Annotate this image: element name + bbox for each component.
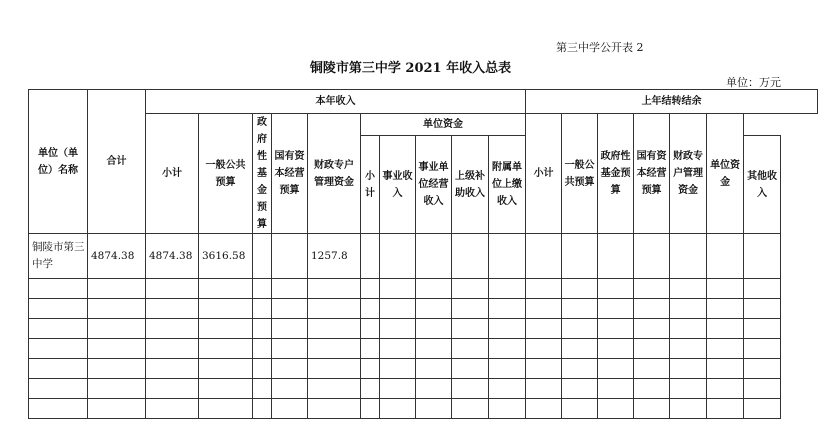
empty-cell — [88, 279, 146, 299]
empty-cell — [526, 359, 562, 379]
empty-cell — [272, 279, 308, 299]
empty-cell — [272, 299, 308, 319]
form-number: 第三中学公开表 2 — [556, 41, 644, 54]
empty-cell — [707, 319, 744, 339]
col-header-uf-superior-subsidy: 上级补助收入 — [452, 136, 489, 234]
empty-cell — [526, 339, 562, 359]
empty-cell — [361, 379, 380, 399]
empty-cell — [88, 379, 146, 399]
cell-cy-general-budget: 3616.58 — [199, 234, 253, 279]
empty-cell — [562, 399, 598, 419]
empty-cell — [380, 339, 416, 359]
empty-cell — [416, 339, 452, 359]
empty-cell — [562, 279, 598, 299]
empty-cell — [489, 399, 526, 419]
empty-cell — [670, 379, 707, 399]
empty-cell — [253, 279, 272, 299]
cell-cy-gov-fund — [253, 234, 272, 279]
empty-cell — [707, 339, 744, 359]
empty-cell — [146, 339, 199, 359]
empty-cell — [199, 339, 253, 359]
empty-cell — [598, 319, 634, 339]
empty-cell — [199, 299, 253, 319]
empty-cell — [744, 399, 781, 419]
empty-cell — [199, 319, 253, 339]
col-header-unit-funds: 单位资金 — [361, 114, 526, 136]
empty-rows — [29, 279, 818, 419]
empty-cell — [562, 319, 598, 339]
empty-cell — [634, 399, 670, 419]
empty-cell — [253, 359, 272, 379]
empty-cell — [146, 279, 199, 299]
empty-cell — [707, 279, 744, 299]
empty-cell — [146, 359, 199, 379]
empty-cell — [88, 359, 146, 379]
empty-cell — [29, 319, 88, 339]
empty-cell — [670, 359, 707, 379]
empty-cell — [272, 359, 308, 379]
empty-cell — [29, 279, 88, 299]
empty-cell — [598, 339, 634, 359]
empty-cell — [416, 399, 452, 419]
empty-cell — [88, 399, 146, 419]
empty-cell — [489, 319, 526, 339]
cell-uf-superior-subsidy — [452, 234, 489, 279]
empty-cell — [744, 279, 781, 299]
empty-cell — [361, 279, 380, 299]
empty-cell — [416, 279, 452, 299]
empty-cell — [361, 359, 380, 379]
empty-cell — [526, 299, 562, 319]
table-row — [29, 379, 818, 399]
empty-cell — [29, 299, 88, 319]
col-header-uf-subtotal: 小计 — [361, 136, 380, 234]
cell-uf-business — [380, 234, 416, 279]
empty-cell — [670, 339, 707, 359]
empty-cell — [489, 359, 526, 379]
empty-cell — [634, 359, 670, 379]
col-header-uf-affiliated: 附属单位上缴收入 — [489, 136, 526, 234]
empty-cell — [29, 359, 88, 379]
table-row — [29, 299, 818, 319]
col-header-pc-subtotal: 小计 — [526, 114, 562, 234]
col-header-pc-state-capital: 国有资本经营预算 — [634, 114, 670, 234]
empty-cell — [670, 299, 707, 319]
col-header-uf-other: 其他收入 — [744, 136, 781, 234]
col-header-current-year: 本年收入 — [146, 90, 526, 114]
empty-cell — [146, 379, 199, 399]
empty-cell — [146, 399, 199, 419]
cell-cy-state-capital — [272, 234, 308, 279]
cell-pc-subtotal — [562, 234, 598, 279]
empty-cell — [562, 299, 598, 319]
empty-cell — [308, 359, 361, 379]
cell-total: 4874.38 — [88, 234, 146, 279]
col-header-cy-subtotal: 小计 — [146, 114, 199, 234]
cell-pc-fiscal-special — [707, 234, 744, 279]
empty-cell — [526, 379, 562, 399]
empty-cell — [272, 379, 308, 399]
empty-cell — [308, 279, 361, 299]
col-header-cy-fiscal-special: 财政专户管理资金 — [308, 114, 361, 234]
cell-uf-operating — [416, 234, 452, 279]
empty-cell — [452, 359, 489, 379]
empty-cell — [29, 379, 88, 399]
empty-cell — [380, 399, 416, 419]
empty-cell — [199, 279, 253, 299]
cell-pc-state-capital — [670, 234, 707, 279]
table-row — [29, 339, 818, 359]
empty-cell — [670, 279, 707, 299]
col-header-pc-general-budget: 一般公共预算 — [562, 114, 598, 234]
empty-cell — [272, 319, 308, 339]
empty-cell — [598, 379, 634, 399]
empty-cell — [707, 359, 744, 379]
empty-cell — [416, 319, 452, 339]
cell-pc-unit-funds — [744, 234, 781, 279]
empty-cell — [744, 359, 781, 379]
empty-cell — [199, 399, 253, 419]
empty-cell — [670, 319, 707, 339]
empty-cell — [199, 379, 253, 399]
empty-cell — [452, 399, 489, 419]
empty-cell — [253, 379, 272, 399]
empty-cell — [308, 399, 361, 419]
cell-cy-subtotal: 4874.38 — [146, 234, 199, 279]
empty-cell — [29, 399, 88, 419]
col-header-cy-state-capital: 国有资本经营预算 — [272, 114, 308, 234]
empty-cell — [253, 319, 272, 339]
empty-cell — [361, 399, 380, 419]
empty-cell — [489, 279, 526, 299]
empty-cell — [634, 379, 670, 399]
cell-uf-other — [526, 234, 562, 279]
empty-cell — [634, 299, 670, 319]
empty-cell — [88, 299, 146, 319]
empty-cell — [634, 279, 670, 299]
empty-cell — [598, 399, 634, 419]
col-header-uf-operating: 事业单位经营收入 — [416, 136, 452, 234]
cell-uf-affiliated — [489, 234, 526, 279]
unit-label: 单位：万元 — [726, 76, 781, 89]
empty-cell — [199, 359, 253, 379]
cell-unit-name: 铜陵市第三中学 — [29, 234, 88, 279]
empty-cell — [380, 319, 416, 339]
empty-cell — [361, 299, 380, 319]
empty-cell — [308, 319, 361, 339]
cell-uf-subtotal — [361, 234, 380, 279]
empty-cell — [744, 319, 781, 339]
table-row — [29, 359, 818, 379]
income-summary-table — [28, 89, 818, 419]
cell-pc-general-budget — [598, 234, 634, 279]
empty-cell — [562, 339, 598, 359]
table-row — [29, 399, 818, 419]
empty-cell — [361, 339, 380, 359]
empty-cell — [88, 339, 146, 359]
col-header-prior-carryover: 上年结转结余 — [526, 90, 818, 114]
empty-cell — [526, 399, 562, 419]
empty-cell — [308, 379, 361, 399]
empty-cell — [253, 399, 272, 419]
empty-cell — [88, 319, 146, 339]
table-row — [29, 279, 818, 299]
page-title: 铜陵市第三中学 2021 年收入总表 — [309, 61, 512, 76]
empty-cell — [707, 379, 744, 399]
empty-cell — [253, 299, 272, 319]
col-header-pc-unit-funds: 单位资金 — [707, 114, 744, 234]
empty-cell — [380, 299, 416, 319]
cell-cy-fiscal-special: 1257.8 — [308, 234, 361, 279]
col-header-pc-gov-fund: 政府性基金预算 — [598, 114, 634, 234]
cell-pc-gov-fund — [634, 234, 670, 279]
col-header-total: 合计 — [88, 90, 146, 234]
col-header-pc-fiscal-special: 财政专户管理资金 — [670, 114, 707, 234]
empty-cell — [452, 299, 489, 319]
empty-cell — [598, 299, 634, 319]
table-row — [29, 319, 818, 339]
empty-cell — [452, 379, 489, 399]
empty-cell — [562, 379, 598, 399]
empty-cell — [744, 339, 781, 359]
empty-cell — [380, 379, 416, 399]
empty-cell — [361, 319, 380, 339]
empty-cell — [634, 339, 670, 359]
empty-cell — [416, 299, 452, 319]
col-header-unit-name: 单位（单位）名称 — [29, 90, 88, 234]
empty-cell — [526, 279, 562, 299]
empty-cell — [707, 399, 744, 419]
empty-cell — [744, 379, 781, 399]
empty-cell — [452, 339, 489, 359]
empty-cell — [744, 299, 781, 319]
empty-cell — [272, 399, 308, 419]
empty-cell — [146, 319, 199, 339]
empty-cell — [452, 279, 489, 299]
empty-cell — [308, 339, 361, 359]
empty-cell — [526, 319, 562, 339]
empty-cell — [380, 359, 416, 379]
empty-cell — [272, 339, 308, 359]
empty-cell — [29, 339, 88, 359]
empty-cell — [416, 379, 452, 399]
empty-cell — [452, 319, 489, 339]
empty-cell — [253, 339, 272, 359]
empty-cell — [308, 299, 361, 319]
table-row — [29, 234, 818, 279]
col-header-uf-business: 事业收入 — [380, 136, 416, 234]
col-header-cy-gov-fund: 政府性基金预算 — [253, 114, 272, 234]
empty-cell — [489, 299, 526, 319]
empty-cell — [380, 279, 416, 299]
empty-cell — [489, 339, 526, 359]
empty-cell — [670, 399, 707, 419]
empty-cell — [489, 379, 526, 399]
empty-cell — [146, 299, 199, 319]
empty-cell — [634, 319, 670, 339]
empty-cell — [598, 279, 634, 299]
empty-cell — [562, 359, 598, 379]
empty-cell — [707, 299, 744, 319]
empty-cell — [598, 359, 634, 379]
empty-cell — [416, 359, 452, 379]
col-header-cy-general-budget: 一般公共预算 — [199, 114, 253, 234]
